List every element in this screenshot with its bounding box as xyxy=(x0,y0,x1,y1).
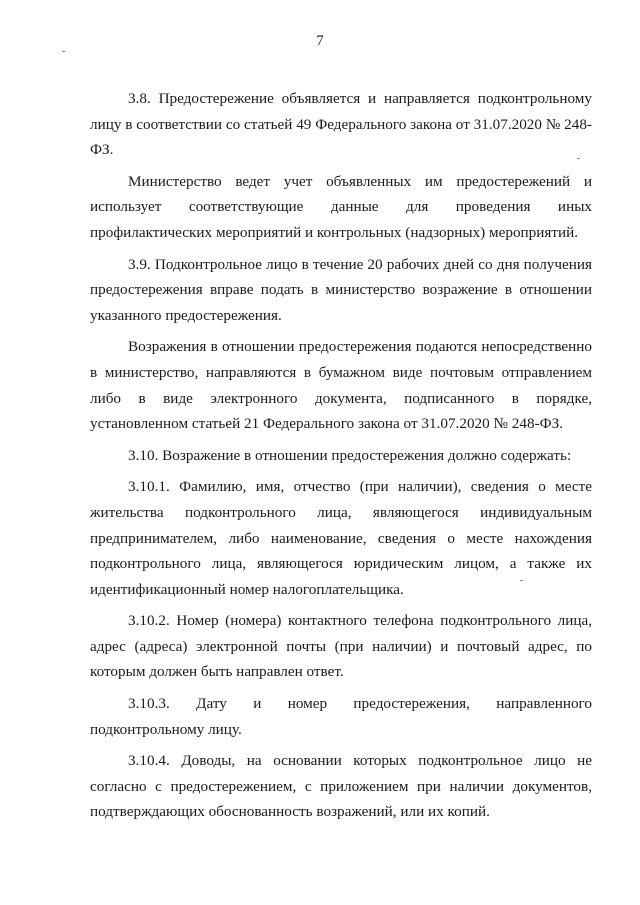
paragraph-3-10-2: 3.10.2. Номер (номера) контактного телефона подконтрольного лица, адрес (адреса) электронной почты (при наличии) и почтовый адрес, по которым должен быть направлен ответ. xyxy=(90,612,592,681)
paragraph-objections-submission: Возражения в отношении предостережения подаются непосредственно в министерство, направляются в бумажном виде почтовым отправлением либо в виде электронного документа, подписанного в порядке, установленном статьей 21 Федерального закона от 31.07.2020 № 248-ФЗ. xyxy=(90,338,592,433)
scan-speck xyxy=(577,158,580,159)
paragraph-3-8: 3.8. Предостережение объявляется и направляется подконтрольному лицу в соответствии со статьей 49 Федерального закона от 31.07.2020 № 248-ФЗ. xyxy=(90,90,592,159)
paragraph-3-10-1: 3.10.1. Фамилию, имя, отчество (при наличии), сведения о месте жительства подконтрольного лица, являющегося индивидуальным предпринимателем, либо наименование, сведения о месте нахождения подконтрольного лица, являющегося юридическим лицом, а также их идентификационный номер налогоплательщика. xyxy=(90,478,592,598)
paragraph-3-9: 3.9. Подконтрольное лицо в течение 20 рабочих дней со дня получения предостережения вправе подать в министерство возражение в отношении указанного предостережения. xyxy=(90,255,592,324)
paragraph-3-10-3: 3.10.3. Дату и номер предостережения, направленного подконтрольному лицу. xyxy=(90,695,592,738)
scan-speck xyxy=(62,51,65,52)
paragraph-3-10-4: 3.10.4. Доводы, на основании которых подконтрольное лицо не согласно с предостережением, с приложением при наличии документов, подтверждающих обоснованность возражений, или их копий. xyxy=(90,752,592,821)
scan-speck xyxy=(520,580,523,581)
paragraph-ministry-records: Министерство ведет учет объявленных им предостережений и использует соответствующие данные для проведения иных профилактических мероприятий и контрольных (надзорных) мероприятий. xyxy=(90,172,592,241)
page-number: 7 xyxy=(316,33,324,49)
paragraph-3-10: 3.10. Возражение в отношении предостережения должно содержать: xyxy=(128,446,572,464)
document-body xyxy=(90,86,592,831)
